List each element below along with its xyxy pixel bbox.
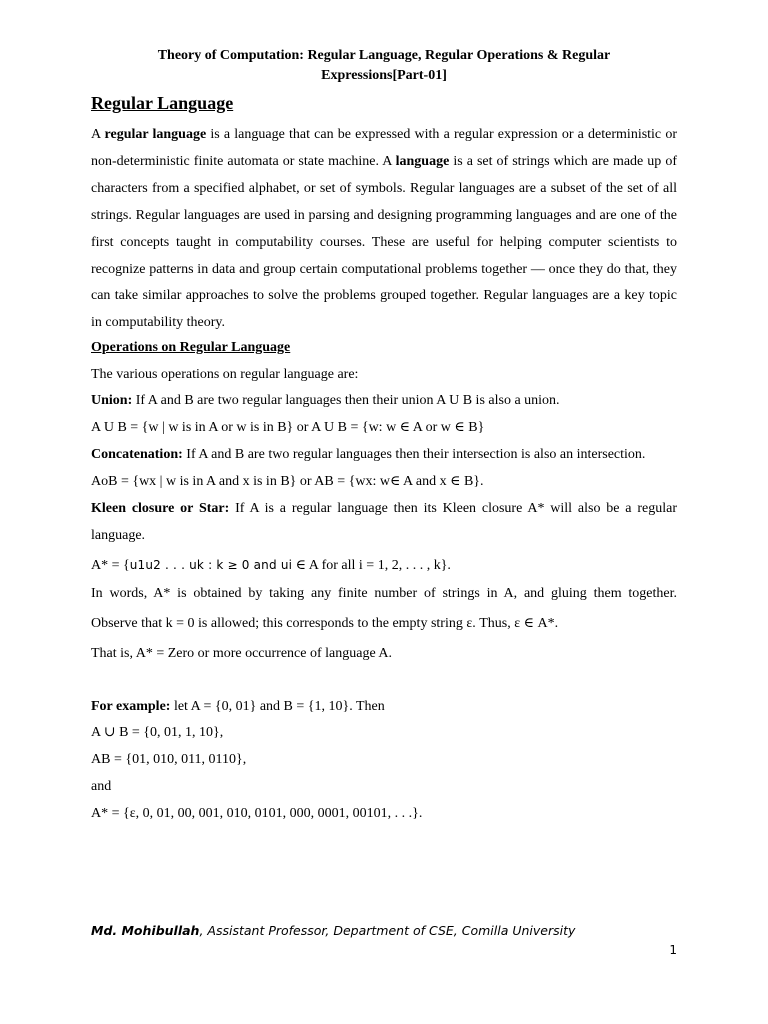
that-is-line: That is, A* = Zero or more occurrence of language A. [91, 646, 393, 661]
concatenation-text: If A and B are two regular languages then their intersection is also an intersection. [182, 447, 646, 462]
section-heading: Regular Language [91, 93, 234, 113]
footer-affiliation: , Assistant Professor, Department of CSE, Comilla University [199, 923, 576, 938]
concatenation-definition [91, 446, 681, 464]
intro-bold-language: language [395, 153, 450, 169]
example-text: let A = {0, 01} and B = {1, 10}. Then [170, 699, 385, 714]
operations-intro: The various operations on regular language are: [91, 367, 359, 382]
title-line-1: Theory of Computation: Regular Language, Regular Operations & Regular [157, 48, 611, 63]
concatenation-formula: AoB = {wx | w is in A and x is in B} or AB = {wx: w∈ A and x ∈ B}. [91, 474, 484, 489]
union-text: If A and B are two regular languages then their union A U B is also a union. [132, 393, 560, 408]
intro-paragraph [91, 122, 677, 337]
in-words-line: In words, A* is obtained by taking any finite number of strings in A, and gluing them together. [91, 586, 677, 601]
example-union: A ∪ B = {0, 01, 1, 10}, [91, 725, 224, 740]
operations-heading: Operations on Regular Language [91, 340, 291, 355]
example-and: and [91, 779, 112, 794]
intro-bold-regular-language: regular language [104, 127, 207, 142]
example-intro [91, 698, 681, 716]
footer-author: Md. Mohibullah [91, 923, 200, 938]
kleene-label: Kleen closure or Star: [91, 501, 230, 516]
example-star: A* = {ε, 0, 01, 00, 001, 010, 0101, 000, 0001, 00101, . . .}. [91, 806, 423, 821]
example-concatenation: AB = {01, 010, 011, 0110}, [91, 752, 247, 767]
page-number: 1 [669, 943, 677, 957]
intro-text-3: is a set of strings which are made up of characters from a specified alphabet, or set of symbols. Regular languages are a subset of the set of all strings. Regular languages are used in parsing and designing programming languages and are one of the first concepts taught in computability courses. These are useful for helping computer scientists to recognize patterns in data and group certain computational problems together — once they do that, they can take similar approaches to solve the problems grouped together. Regular languages are a key topic in computability theory. [91, 153, 677, 331]
union-formula: A U B = {w | w is in A or w is in B} or A U B = {w: w ∈ A or w ∈ B} [91, 420, 485, 435]
observe-line: Observe that k = 0 is allowed; this corresponds to the empty string ε. Thus, ε ∈ A*. [91, 616, 559, 631]
intro-text-2: is a language that can be expressed with a regular expression or a deterministic or non-deterministic finite automata or state machine. A [91, 127, 677, 169]
kleene-formula-start: A* = { [91, 558, 130, 573]
concatenation-label: Concatenation: [91, 447, 183, 462]
intro-text-1: A [91, 127, 105, 142]
kleene-text: If A is a regular language then its Kleen closure A* will also be a regular [229, 501, 677, 516]
kleene-definition [91, 500, 677, 518]
kleene-formula [91, 556, 681, 575]
document-title [110, 46, 658, 86]
example-label: For example: [91, 699, 171, 714]
kleene-formula-end: ∈ A for all i = 1, 2, . . . , k}. [292, 558, 451, 573]
kleene-formula-middle: u1u2 . . . uk : k ≥ 0 and ui [129, 558, 293, 572]
union-definition [91, 392, 681, 410]
union-label: Union: [91, 393, 133, 408]
page-footer [91, 923, 575, 938]
kleene-text-continued: language. [91, 528, 146, 543]
title-line-2: Expressions[Part-01] [321, 68, 447, 83]
